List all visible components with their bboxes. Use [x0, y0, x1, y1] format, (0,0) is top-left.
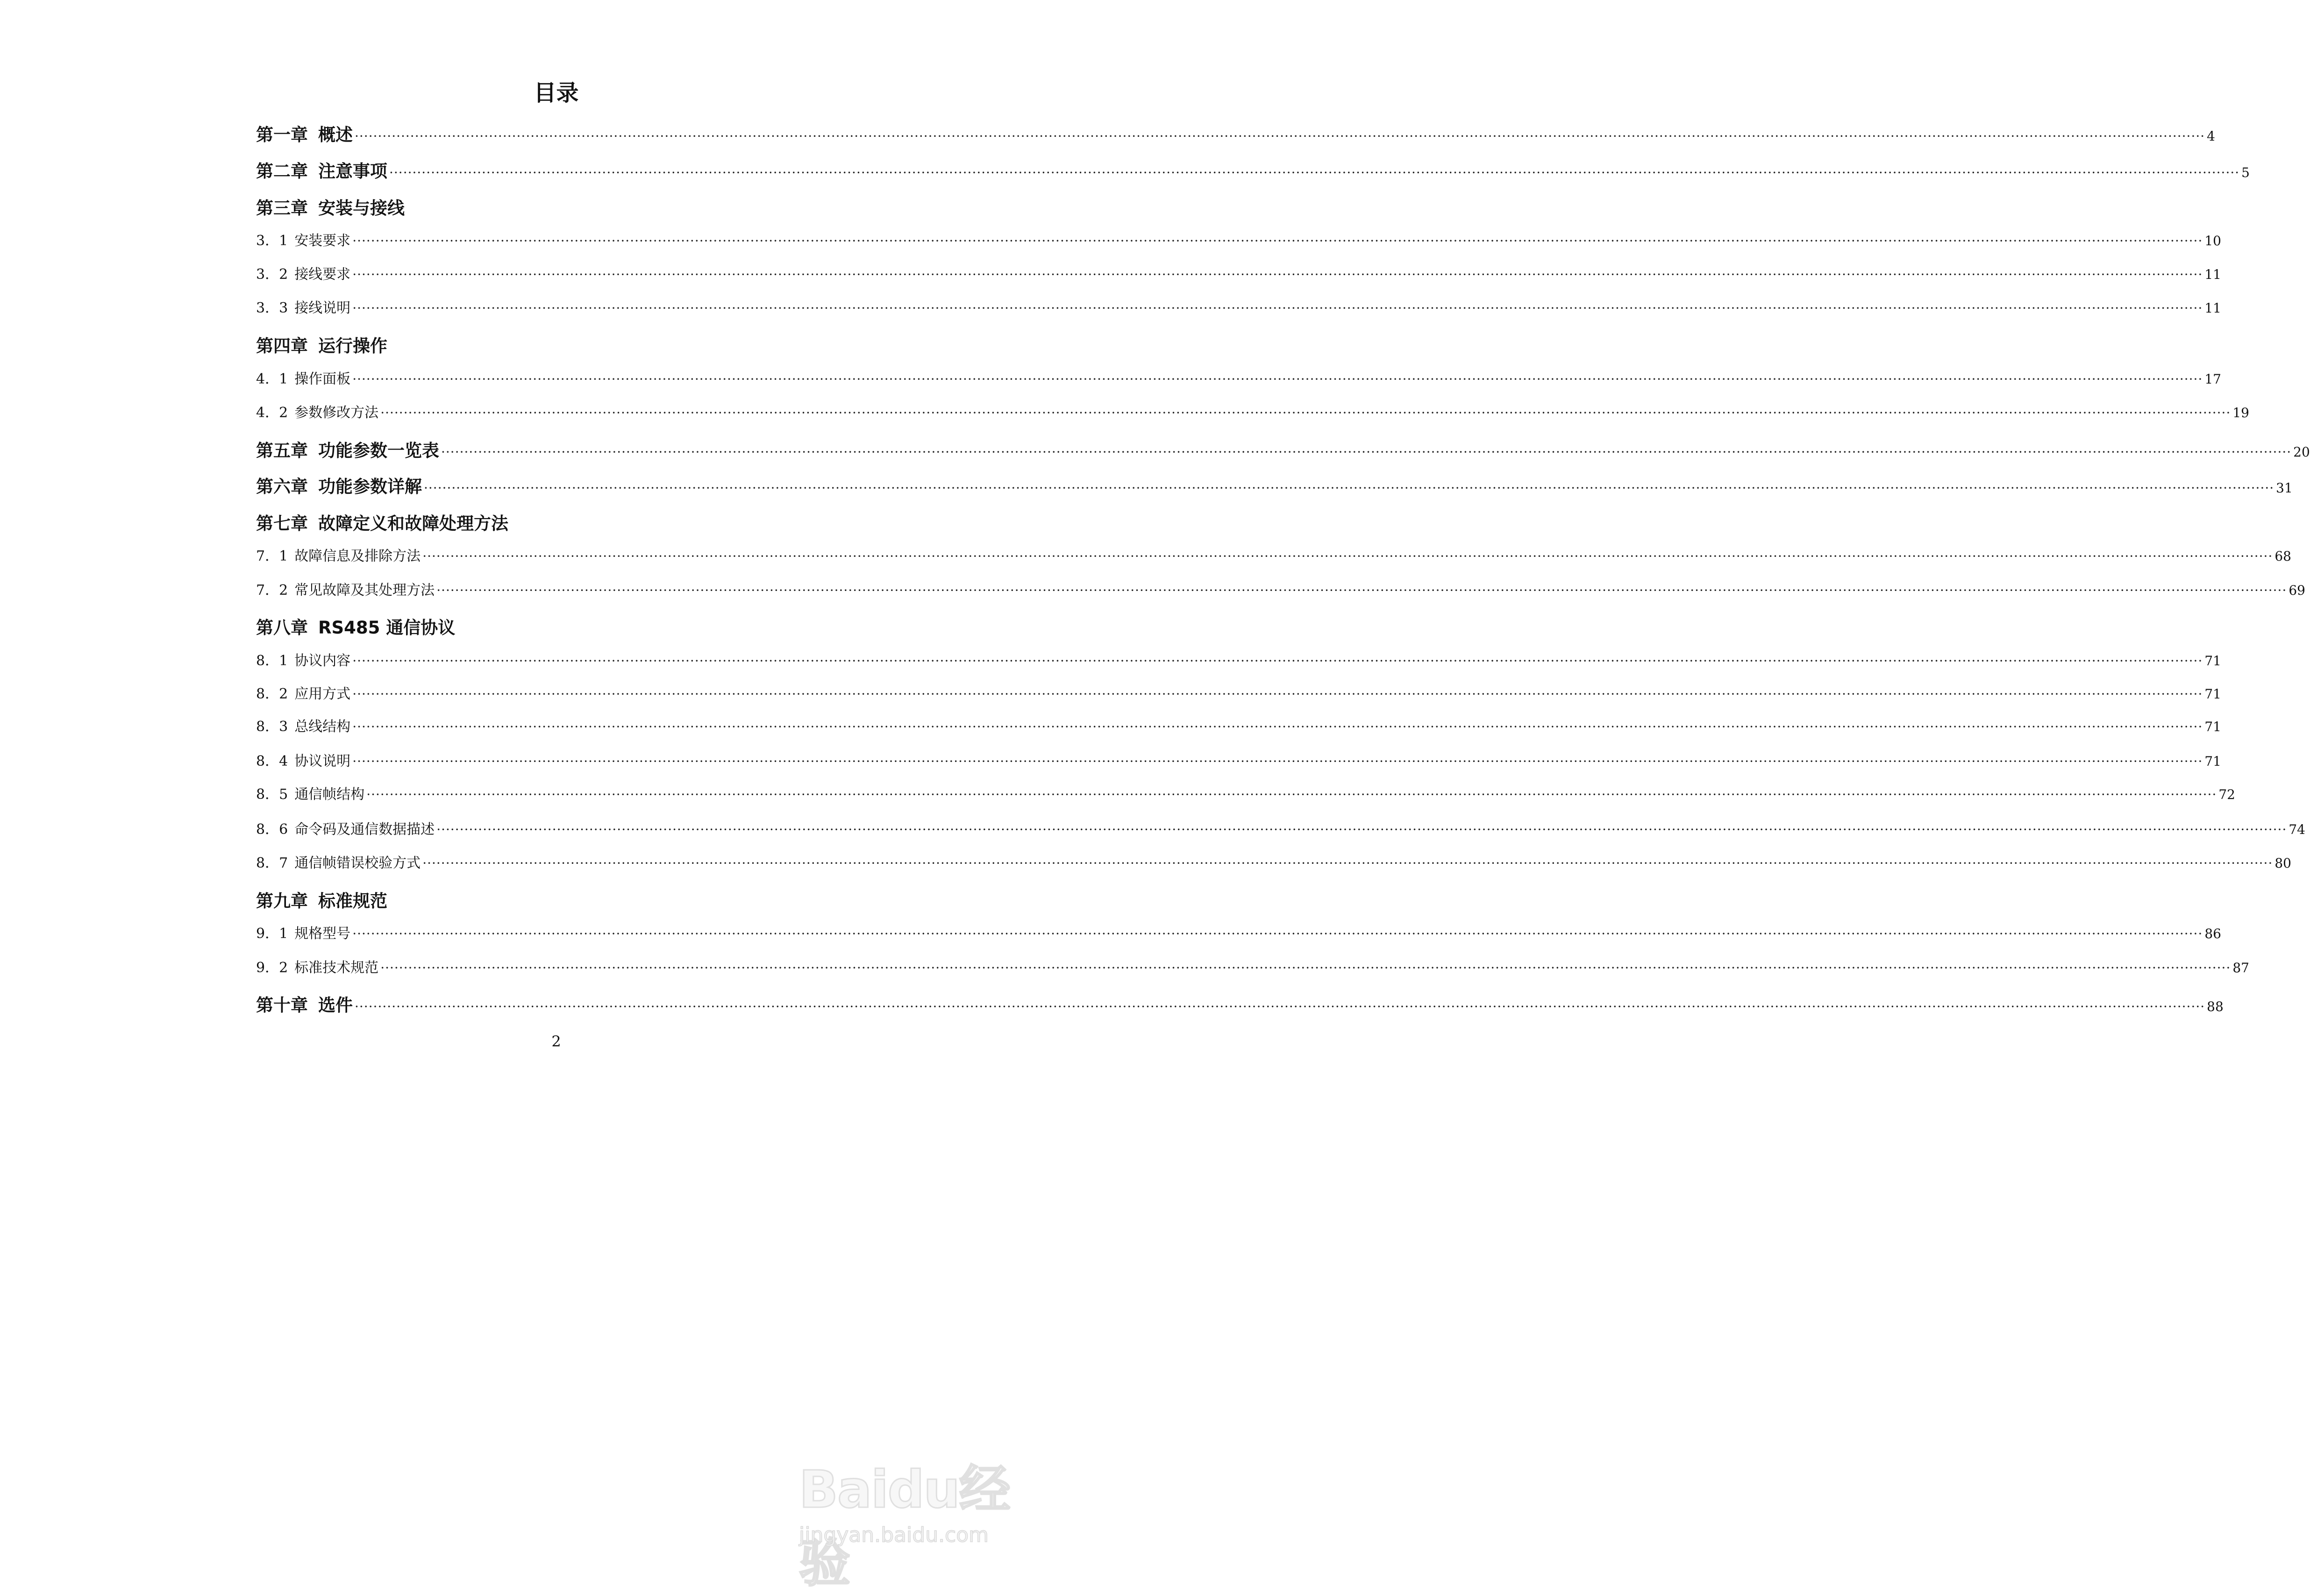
toc-entry-page: 19: [2232, 405, 2249, 420]
toc-entry-label: [256, 922, 350, 942]
toc-leader-dots: ················································································································································································································································································································································································································: [422, 855, 2273, 871]
toc-entry-page: 71: [2204, 653, 2221, 669]
toc-leader-dots: ················································································································································································································································································································································································································: [352, 300, 2203, 316]
toc-entry-title: 应用方式: [294, 686, 351, 702]
toc-entry-number: 8．2: [256, 686, 288, 702]
toc-entry-page: 71: [2204, 686, 2221, 702]
toc-entry-title: 规格型号: [294, 926, 351, 942]
toc-entry-label: [256, 887, 387, 912]
toc-entry-label: [256, 229, 350, 249]
toc-chapter-row: [256, 613, 455, 639]
toc-chapter-row: [256, 194, 405, 219]
toc-entry-label: [256, 544, 421, 565]
baidu-jingyan-watermark: [790, 1397, 1051, 1593]
toc-entry-label: [256, 649, 350, 670]
toc-entry-number: 第七章: [256, 513, 308, 534]
toc-entry-label: [256, 715, 350, 735]
toc-chapter-row: [256, 887, 387, 912]
toc-entry-page: 88: [2207, 999, 2224, 1014]
toc-entry-title: 安装与接线: [318, 198, 405, 218]
toc-leader-dots: ················································································································································································································································································································································································································: [352, 653, 2203, 669]
toc-chapter-row: [256, 436, 2310, 462]
toc-section-row: [256, 783, 2235, 803]
toc-entry-label: [256, 436, 439, 462]
toc-entry-number: 第二章: [256, 161, 308, 181]
toc-leader-dots: ················································································································································································································································································································································································································: [436, 583, 2287, 598]
watermark-logo: Baidu经验: [799, 1460, 1010, 1593]
toc-leader-dots: ················································································································································································································································································································································································································: [352, 926, 2203, 941]
toc-entry-page: 17: [2204, 371, 2221, 387]
toc-section-row: [256, 578, 2305, 599]
toc-leader-dots: ················································································································································································································································································································································································································: [366, 787, 2217, 802]
toc-entry-number: 3．3: [256, 300, 288, 316]
toc-leader-dots: ················································································································································································································································································································································································································: [352, 267, 2203, 282]
toc-section-row: [256, 749, 2221, 770]
toc-entry-number: 4．2: [256, 405, 288, 421]
toc-entry-label: [256, 401, 378, 421]
toc-entry-page: 4: [2207, 128, 2215, 144]
toc-entry-page: 80: [2274, 855, 2291, 871]
toc-entry-number: 9．1: [256, 926, 288, 942]
toc-entry-number: 8．6: [256, 821, 288, 838]
toc-entry-label: [256, 956, 378, 976]
toc-leader-dots: ················································································································································································································································································································································································································: [355, 128, 2205, 144]
toc-entry-number: 4．1: [256, 371, 288, 387]
toc-entry-number: 8．1: [256, 653, 288, 669]
toc-chapter-row: [256, 472, 2293, 498]
toc-entry-title: 参数修改方法: [294, 405, 379, 421]
toc-entry-title: 接线说明: [294, 300, 351, 316]
toc-entry-label: [256, 472, 422, 498]
toc-leader-dots: ················································································································································································································································································································································································································: [352, 719, 2203, 734]
toc-leader-dots: ················································································································································································································································································································································································································: [380, 960, 2231, 976]
toc-entry-title: 通信帧结构: [294, 786, 365, 803]
toc-entry-page: 71: [2204, 754, 2221, 769]
toc-chapter-row: [256, 509, 508, 534]
toc-entry-label: [256, 851, 421, 872]
toc-entry-title: 功能参数一览表: [318, 441, 439, 461]
toc-chapter-row: [256, 157, 2250, 182]
toc-leader-dots: ················································································································································································································································································································································································································: [355, 999, 2205, 1014]
toc-entry-number: 第八章: [256, 618, 308, 638]
toc-entry-title: 接线要求: [294, 266, 351, 283]
toc-entry-number: 9．2: [256, 960, 288, 976]
toc-entry-label: [256, 682, 350, 703]
toc-section-row: [256, 851, 2291, 872]
toc-section-row: [256, 649, 2221, 670]
toc-section-row: [256, 401, 2249, 421]
toc-entry-number: 第五章: [256, 441, 308, 461]
toc-entry-page: 87: [2232, 960, 2249, 976]
toc-entry-title: 总线结构: [294, 719, 351, 735]
toc-leader-dots: ················································································································································································································································································································································································································: [352, 754, 2203, 769]
toc-chapter-row: [256, 332, 387, 357]
toc-entry-title: 常见故障及其处理方法: [294, 582, 435, 598]
toc-entry-label: [256, 157, 387, 182]
toc-entry-page: 11: [2204, 300, 2221, 316]
toc-entry-title: 功能参数详解: [318, 477, 422, 497]
toc-entry-title: 协议内容: [294, 653, 351, 669]
toc-leader-dots: ················································································································································································································································································································································································································: [352, 371, 2203, 387]
toc-entry-number: 第三章: [256, 198, 308, 218]
toc-entry-title: 操作面板: [294, 371, 351, 387]
toc-entry-title: 运行操作: [318, 336, 387, 356]
watermark-url: jingyan.baidu.com: [799, 1523, 989, 1547]
toc-entry-number: 第四章: [256, 336, 308, 356]
toc-entry-label: [256, 613, 455, 639]
toc-leader-dots: ················································································································································································································································································································································································································: [389, 165, 2240, 180]
toc-section-row: [256, 296, 2221, 317]
toc-entry-title: 标准技术规范: [294, 960, 379, 976]
toc-entry-number: 8．3: [256, 719, 288, 735]
toc-entry-label: [256, 578, 435, 599]
toc-section-row: [256, 818, 2305, 838]
toc-entry-page: 72: [2218, 787, 2235, 802]
toc-section-row: [256, 229, 2221, 249]
toc-entry-title: 概述: [318, 125, 353, 145]
toc-entry-label: [256, 367, 350, 388]
toc-entry-number: 7．2: [256, 582, 288, 598]
toc-entry-number: 第六章: [256, 477, 308, 497]
toc-entry-label: [256, 783, 364, 803]
toc-entry-page: 20: [2293, 444, 2310, 460]
toc-entry-page: 31: [2276, 480, 2293, 496]
toc-entry-number: 3．1: [256, 233, 288, 249]
toc-entry-title: 标准规范: [318, 891, 387, 911]
toc-entry-label: [256, 194, 405, 219]
toc-entry-number: 第十章: [256, 995, 308, 1015]
toc-leader-dots: ················································································································································································································································································································································································································: [441, 444, 2292, 460]
toc-entry-number: 第一章: [256, 125, 308, 145]
toc-entry-number: 第九章: [256, 891, 308, 911]
toc-leader-dots: ················································································································································································································································································································································································································: [436, 822, 2287, 837]
toc-entry-number: 3．2: [256, 266, 288, 283]
toc-entry-page: 74: [2289, 822, 2305, 837]
toc-entry-title: 安装要求: [294, 233, 351, 249]
toc-section-row: [256, 544, 2291, 565]
toc-section-row: [256, 715, 2221, 735]
toc-entry-title: 故障信息及排除方法: [294, 548, 421, 564]
toc-chapter-row: [256, 121, 2215, 146]
toc-entry-title: 选件: [318, 995, 353, 1015]
toc-leader-dots: ················································································································································································································································································································································································································: [380, 405, 2231, 420]
toc-section-row: [256, 922, 2221, 942]
toc-section-row: [256, 956, 2249, 976]
toc-section-row: [256, 682, 2221, 703]
toc-chapter-row: [256, 991, 2224, 1016]
toc-leader-dots: ················································································································································································································································································································································································································: [424, 480, 2274, 496]
toc-entry-page: 69: [2289, 583, 2305, 598]
toc-entry-label: [256, 818, 435, 838]
toc-entry-page: 68: [2274, 549, 2291, 564]
toc-entry-number: 8．7: [256, 855, 288, 871]
toc-entry-page: 86: [2204, 926, 2221, 941]
toc-entry-page: 71: [2204, 719, 2221, 734]
toc-title: 目录: [534, 80, 579, 106]
page-number: 2: [551, 1033, 561, 1050]
toc-section-row: [256, 367, 2221, 388]
toc-entry-label: [256, 749, 350, 770]
toc-section-row: [256, 263, 2221, 283]
toc-leader-dots: ················································································································································································································································································································································································································: [352, 686, 2203, 702]
toc-entry-label: [256, 332, 387, 357]
toc-entry-title: 命令码及通信数据描述: [294, 821, 435, 838]
toc-entry-label: [256, 509, 508, 534]
toc-entry-number: 8．4: [256, 753, 288, 770]
toc-entry-title: 注意事项: [318, 161, 387, 181]
toc-leader-dots: ················································································································································································································································································································································································································: [352, 233, 2203, 249]
toc-entry-label: [256, 991, 353, 1016]
toc-entry-number: 7．1: [256, 548, 288, 564]
toc-entry-title: 通信帧错误校验方式: [294, 855, 421, 871]
toc-entry-number: 8．5: [256, 786, 288, 803]
toc-entry-page: 10: [2204, 233, 2221, 249]
toc-entry-label: [256, 121, 353, 146]
toc-entry-label: [256, 296, 350, 317]
toc-entry-label: [256, 263, 350, 283]
toc-entry-title: 故障定义和故障处理方法: [318, 513, 508, 534]
toc-entry-title: RS485 通信协议: [318, 618, 456, 638]
toc-entry-page: 11: [2204, 267, 2221, 282]
toc-entry-page: 5: [2241, 165, 2250, 180]
toc-leader-dots: ················································································································································································································································································································································································································: [422, 549, 2273, 564]
toc-entry-title: 协议说明: [294, 753, 351, 770]
